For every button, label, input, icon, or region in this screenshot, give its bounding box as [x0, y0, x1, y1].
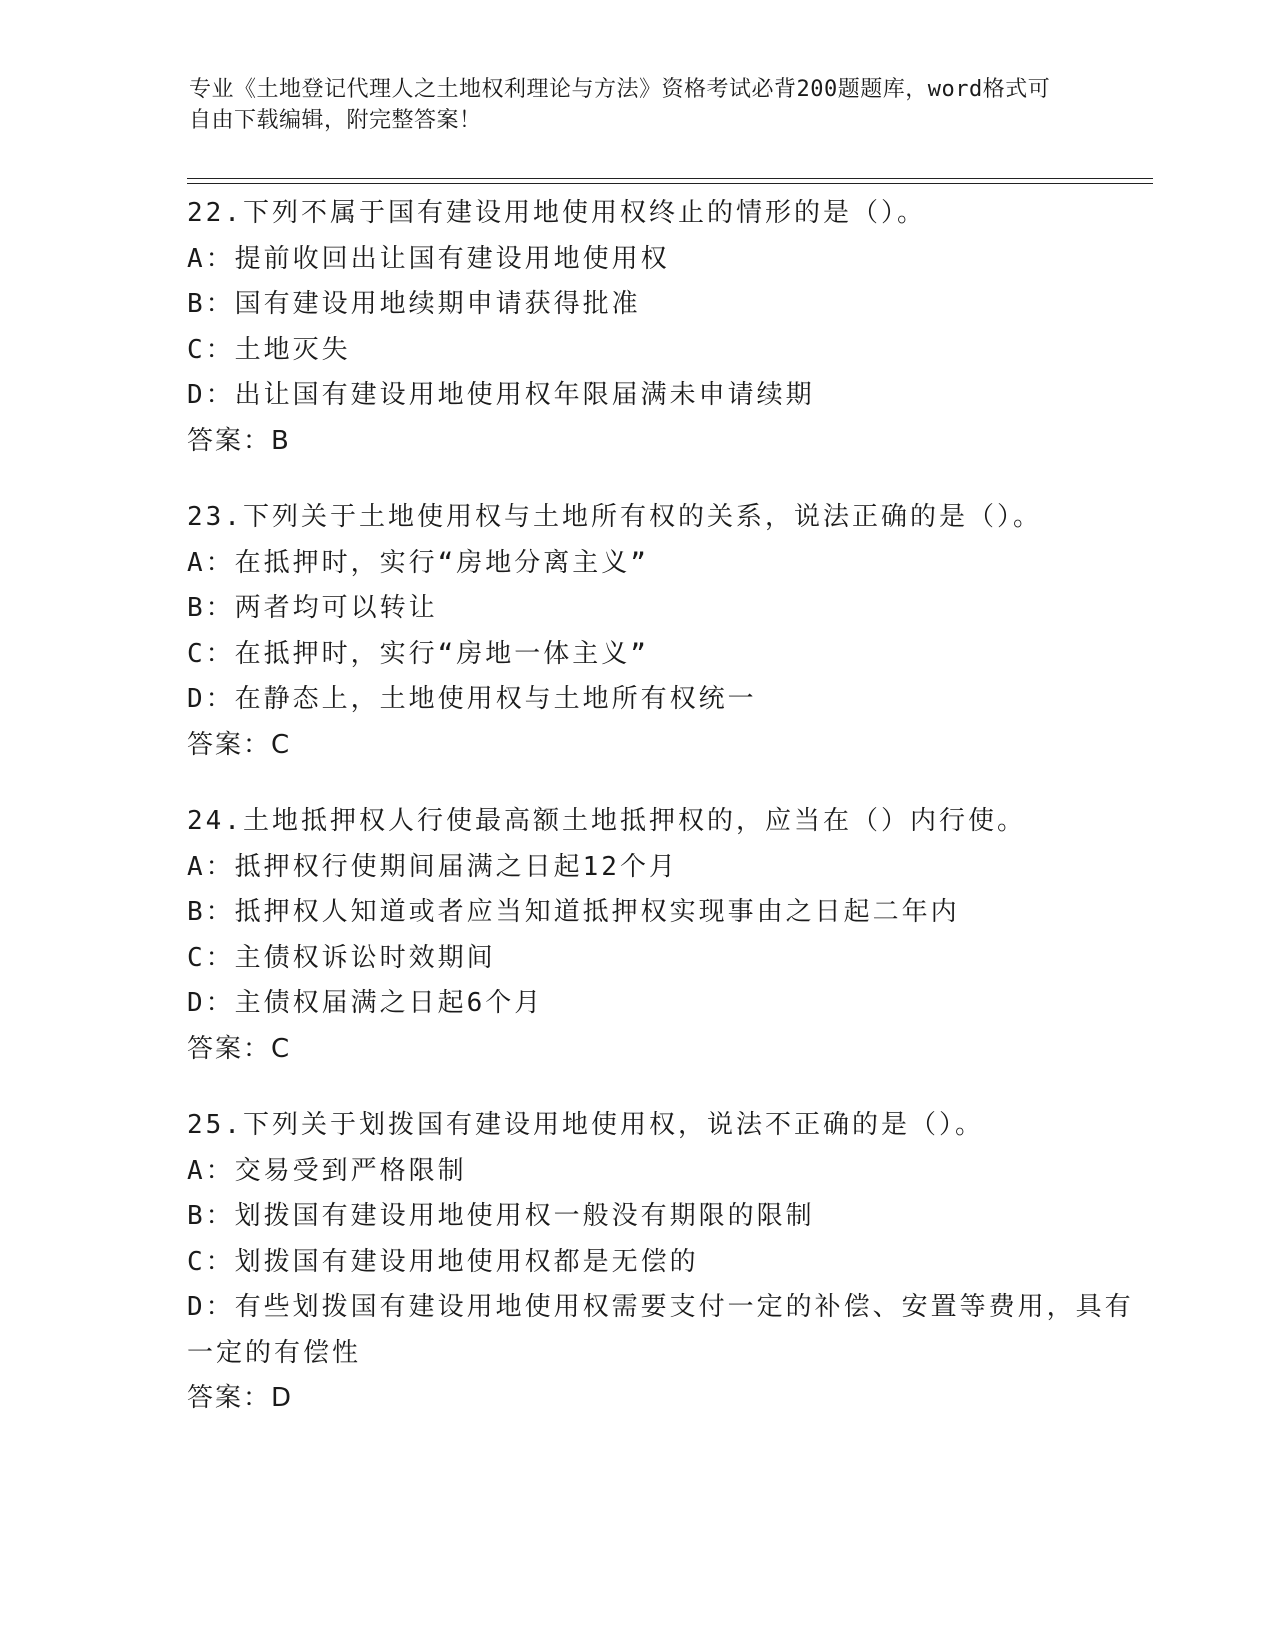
option-c [187, 936, 1147, 982]
answer-line: 答案：C [187, 729, 292, 760]
option-text: 两者均可以转让 [234, 593, 438, 623]
option-b [187, 890, 1147, 936]
option-key: C： [187, 942, 235, 973]
option-text: 国有建设用地续期申请获得批准 [234, 289, 641, 319]
question-25 [187, 1103, 1147, 1422]
question-stem: 25.下列关于划拨国有建设用地使用权，说法不正确的是（）。 [187, 1110, 984, 1140]
option-key: D： [187, 1292, 235, 1322]
option-key: B： [187, 897, 235, 927]
option-text: 提前收回出让国有建设用地使用权 [234, 243, 670, 274]
option-b [187, 1194, 1147, 1240]
question-22 [187, 191, 1147, 464]
option-key: A： [187, 547, 235, 578]
option-c [187, 1240, 1147, 1286]
option-a [187, 845, 1147, 891]
option-text: 划拨国有建设用地使用权都是无偿的 [234, 1246, 699, 1277]
option-key: A： [187, 1155, 235, 1186]
option-key: D： [187, 380, 235, 410]
option-a [187, 1149, 1147, 1195]
option-text: 抵押权人知道或者应当知道抵押权实现事由之日起二年内 [234, 897, 960, 927]
question-stem: 22.下列不属于国有建设用地使用权终止的情形的是（）。 [187, 198, 926, 228]
option-text: 交易受到严格限制 [234, 1155, 467, 1186]
option-text: 主债权诉讼时效期间 [234, 942, 496, 973]
answer-line: 答案：D [187, 1383, 294, 1413]
option-a [187, 237, 1147, 283]
option-key: A： [187, 243, 235, 274]
option-text: 土地灭失 [234, 334, 351, 365]
option-d [187, 373, 1147, 419]
question-23 [187, 495, 1147, 768]
header-divider-bottom [187, 183, 1153, 184]
option-key: C： [187, 334, 235, 365]
option-key: D： [187, 988, 235, 1018]
option-text: 主债权届满之日起6个月 [234, 988, 544, 1018]
option-key: B： [187, 593, 235, 623]
option-c [187, 632, 1147, 678]
option-key: A： [187, 851, 235, 882]
option-key: B： [187, 1201, 235, 1231]
option-d [187, 1285, 1147, 1376]
option-text: 划拨国有建设用地使用权一般没有期限的限制 [234, 1201, 815, 1231]
question-stem: 23.下列关于土地使用权与土地所有权的关系，说法正确的是（）。 [187, 502, 1042, 532]
option-key: D： [187, 684, 235, 714]
option-d [187, 981, 1147, 1027]
option-key: B： [187, 289, 235, 319]
option-b [187, 282, 1147, 328]
option-text: 在抵押时，实行“房地分离主义” [234, 547, 649, 578]
question-list [187, 191, 1147, 1453]
answer-line: 答案：C [187, 1033, 292, 1064]
answer-line: 答案：B [187, 425, 291, 456]
header-divider-top [187, 178, 1153, 179]
option-text: 在抵押时，实行“房地一体主义” [234, 638, 649, 669]
option-a [187, 541, 1147, 587]
document-header [189, 74, 1069, 136]
option-c [187, 328, 1147, 374]
option-d [187, 677, 1147, 723]
option-b [187, 586, 1147, 632]
option-text: 在静态上，土地使用权与土地所有权统一 [234, 684, 757, 714]
option-key: C： [187, 1246, 235, 1277]
option-text: 出让国有建设用地使用权年限届满未申请续期 [234, 380, 815, 410]
header-text: 专业《土地登记代理人之土地权利理论与方法》资格考试必背200题题库，word格式可自由下载编辑，附完整答案！ [189, 77, 1051, 133]
question-stem: 24.土地抵押权人行使最高额土地抵押权的，应当在（）内行使。 [187, 806, 1026, 836]
option-text: 抵押权行使期间届满之日起12个月 [234, 851, 678, 882]
option-text: 有些划拨国有建设用地使用权需要支付一定的补偿、安置等费用，具有一定的有偿性 [187, 1292, 1134, 1368]
question-24 [187, 799, 1147, 1072]
option-key: C： [187, 638, 235, 669]
